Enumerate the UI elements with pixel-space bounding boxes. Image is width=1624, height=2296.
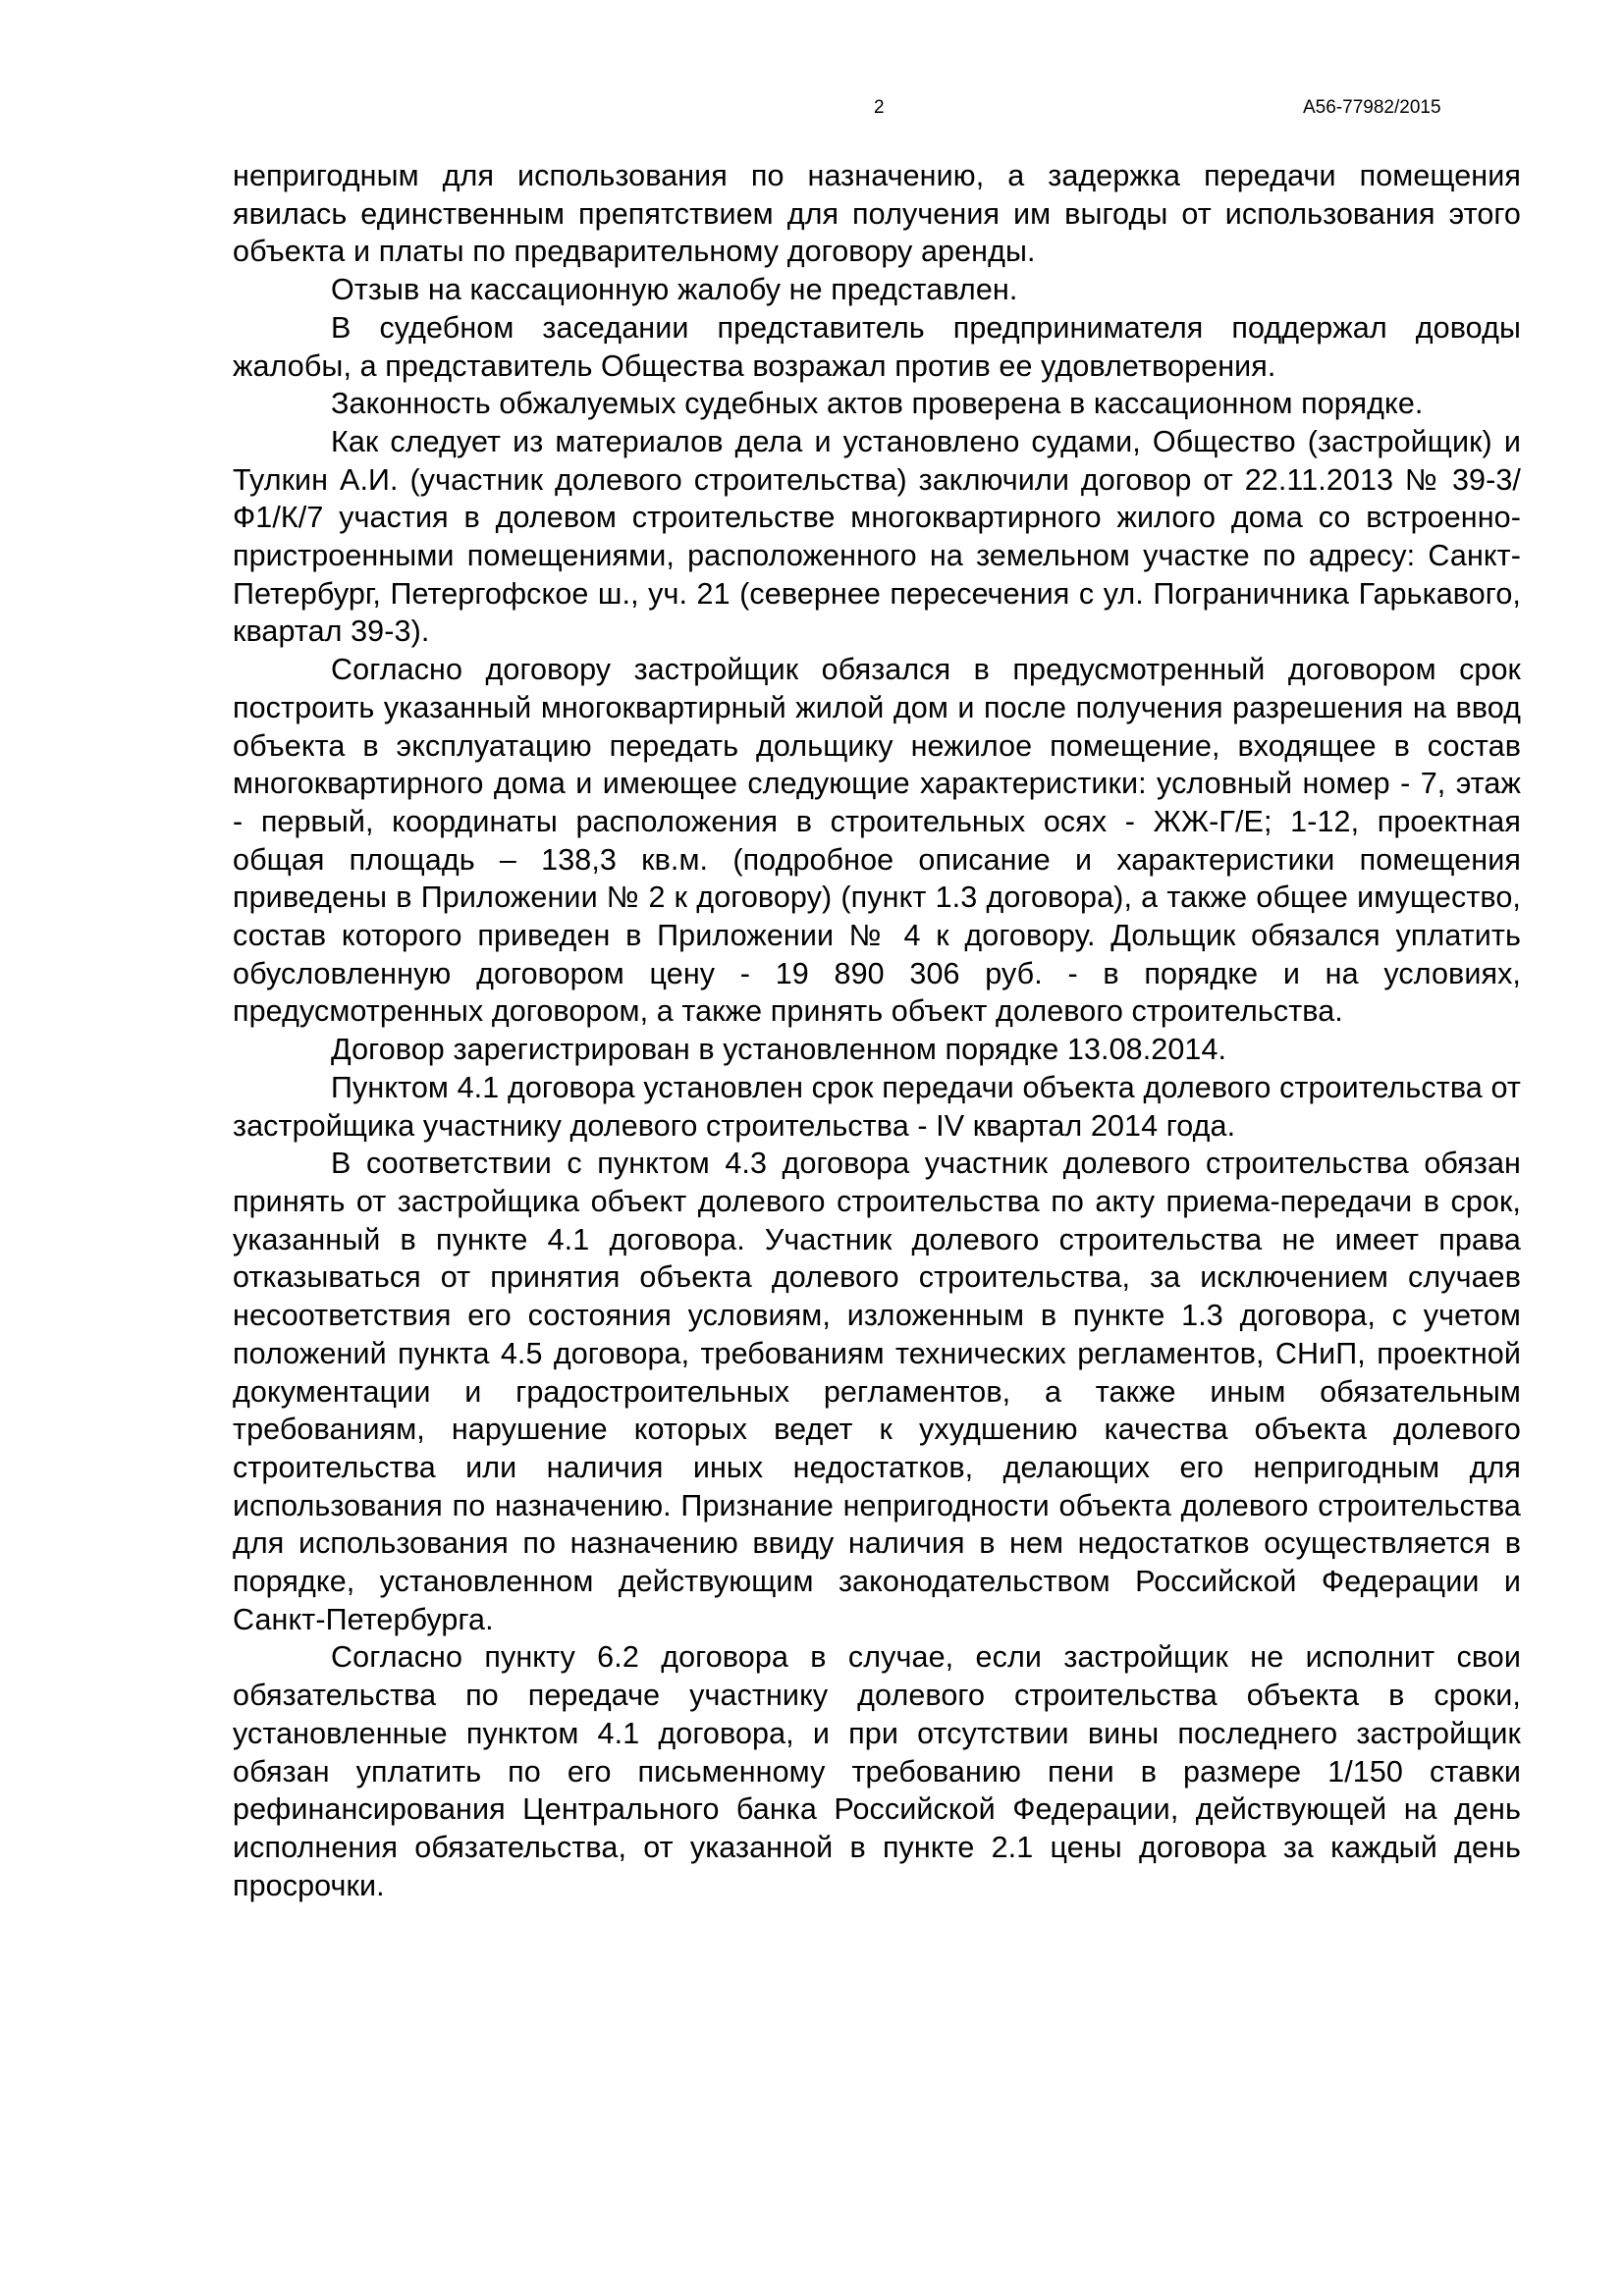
paragraph-penalty-clause: Согласно пункту 6.2 договора в случае, если застройщик не исполнит свои обязательства по передаче участнику долевого строительства объекта в сроки, установленные пунктом 4.1 договора, и при отсутствии вины последнего застройщик обязан уплатить по его письменному требованию пени в размере 1/150 ставки рефинансирования Центрального банка Российской Федерации, действующей на день исполнения обязательства, от указанной в пункте 2.1 цены договора за каждый день просрочки. bbox=[233, 1640, 1521, 1902]
paragraph-contract-facts: Как следует из материалов дела и установлено судами, Общество (застройщик) и Тулкин А.И. (участник долевого строительства) заключили договор от 22.11.2013 № 39-3/Ф1/К/7 участия в долевом строительстве многоквартирного жилого дома со встроенно-пристроенными помещениями, расположенного на земельном участке по адресу: Санкт-Петербург, Петергофское ш., уч. 21 (севернее пересечения с ул. Пограничника Гарькавого, квартал 39-3). bbox=[233, 424, 1521, 649]
page-number: 2 bbox=[874, 97, 885, 118]
paragraph-developer-obligations: Согласно договору застройщик обязался в предусмотренный договором срок построить указанный многоквартирный жилой дом и после получения разрешения на ввод объекта в эксплуатацию передать дольщику нежилое помещение, входящее в состав многоквартирного дома и имеющее следующие характеристики: условный номер - 7, этаж - первый, координаты расположения в строительных осях - ЖЖ-Г/Е; 1-12, проектная общая площадь – 138,3 кв.м. (подробное описание и характеристики помещения приведены в Приложении № 2 к договору) (пункт 1.3 договора), а также общее имущество, состав которого приведен в Приложении № 4 к договору. Дольщик обязался уплатить обусловленную договором цену - 19 890 306 руб. - в порядке и на условиях, предусмотренных договором, а также принять объект долевого строительства. bbox=[233, 653, 1521, 1029]
paragraph-transfer-deadline: Пунктом 4.1 договора установлен срок передачи объекта долевого строительства от застройщика участнику долевого строительства - IV квартал 2014 года. bbox=[233, 1070, 1521, 1143]
case-number: А56-77982/2015 bbox=[1303, 97, 1441, 118]
document-body bbox=[233, 157, 1521, 1904]
paragraph-acceptance-terms: В соответствии с пунктом 4.3 договора участник долевого строительства обязан принять от застройщика объект долевого строительства по акту приема-передачи в срок, указанный в пункте 4.1 договора. Участник долевого строительства не имеет права отказываться от принятия объекта долевого строительства, за исключением случаев несоответствия его состояния условиям, изложенным в пункте 1.3 договора, с учетом положений пункта 4.5 договора, требованиям технических регламентов, СНиП, проектной документации и градостроительных регламентов, а также иным обязательным требованиям, нарушение которых ведет к ухудшению качества объекта долевого строительства или наличия иных недостатков, делающих его непригодным для использования по назначению. Признание непригодности объекта долевого строительства для использования по назначению ввиду наличия в нем недостатков осуществляется в порядке, установленном действующим законодательством Российской Федерации и Санкт-Петербурга. bbox=[233, 1147, 1521, 1636]
paragraph-hearing: В судебном заседании представитель предпринимателя поддержал доводы жалобы, а представитель Общества возражал против ее удовлетворения. bbox=[233, 310, 1521, 383]
paragraph-legality-check: Законность обжалуемых судебных актов проверена в кассационном порядке. bbox=[331, 387, 1424, 421]
paragraph-registration: Договор зарегистрирован в установленном порядке 13.08.2014. bbox=[331, 1033, 1227, 1067]
paragraph-continuation: непригодным для использования по назначению, а задержка передачи помещения явилась единственным препятствием для получения им выгоды от использования этого объекта и платы по предварительному договору аренды. bbox=[233, 159, 1521, 269]
paragraph-response-status: Отзыв на кассационную жалобу не представлен. bbox=[331, 273, 1018, 307]
